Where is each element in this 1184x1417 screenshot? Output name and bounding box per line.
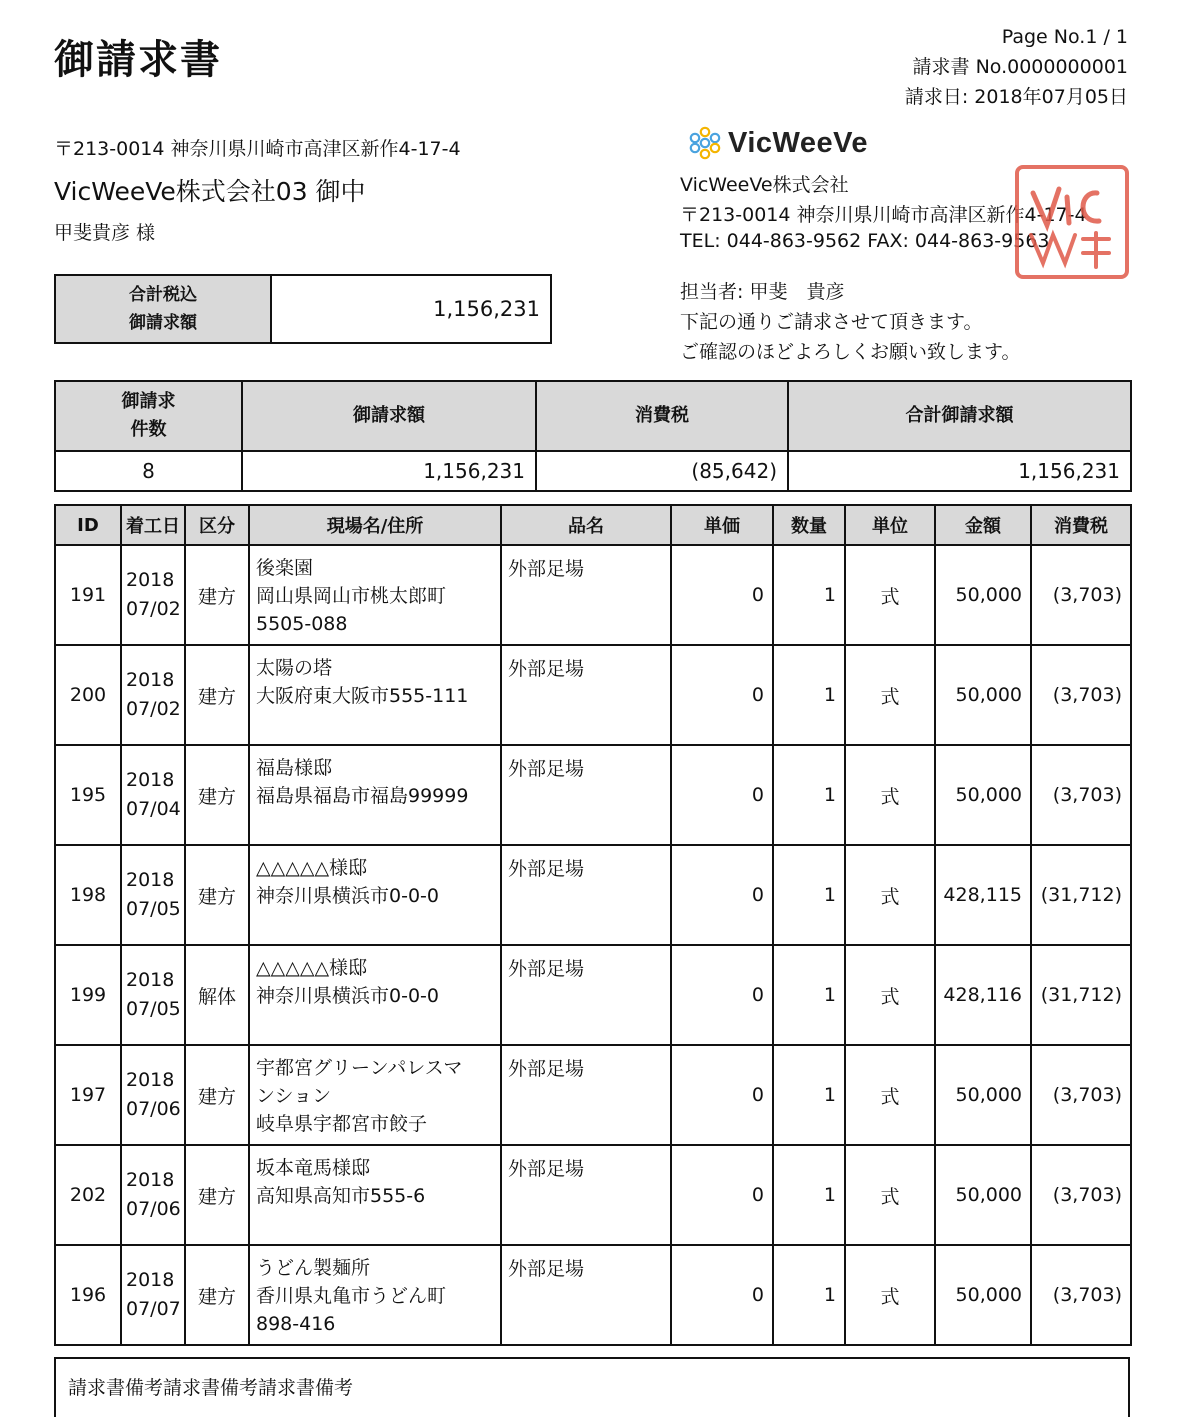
row-start-date [121,545,185,645]
sender-phone-fax: TEL: 044-863-9562 FAX: 044-863-9563 [680,230,1050,252]
row-date-year: 2018 [126,669,175,691]
detail-header-start-date: 着工日 [121,505,185,545]
row-category: 建方 [185,645,249,745]
row-category: 建方 [185,845,249,945]
row-site [249,845,501,945]
row-item: 外部足場 [501,1145,671,1245]
invoice-date: 請求日: 2018年07月05日 [904,86,1128,108]
detail-header-category: 区分 [185,505,249,545]
row-unit-price: 0 [671,845,773,945]
row-tax: (3,703) [1031,1145,1131,1245]
detail-header-amount: 金額 [935,505,1031,545]
detail-header-unit: 単位 [845,505,935,545]
row-start-date [121,1045,185,1145]
document-title: 御請求書 [54,37,222,83]
row-date-md: 07/05 [126,898,181,920]
row-site-line: 大阪府東大阪市555-111 [256,685,469,707]
detail-header-tax: 消費税 [1031,505,1131,545]
row-date-md: 07/02 [126,698,181,720]
row-amount: 428,115 [935,845,1031,945]
total-amount-box [54,274,552,344]
detail-header-site: 現場名/住所 [249,505,501,545]
row-quantity: 1 [773,1145,845,1245]
row-tax: (3,703) [1031,745,1131,845]
detail-header-quantity: 数量 [773,505,845,545]
summary-tax: (85,642) [536,451,788,491]
summary-header-count-line2: 件数 [130,419,167,440]
row-site-line: △△△△△様邸 [256,857,368,879]
row-unit: 式 [845,945,935,1045]
row-site [249,1045,501,1145]
row-item: 外部足場 [501,545,671,645]
row-site-line: 香川県丸亀市うどん町 [256,1285,447,1307]
row-unit-price: 0 [671,745,773,845]
row-unit-price: 0 [671,945,773,1045]
table-row [55,845,1131,945]
row-site-line: 岡山県岡山市桃太郎町 [256,585,447,607]
row-unit: 式 [845,845,935,945]
summary-header-amount: 御請求額 [242,381,536,451]
row-site-line: 高知県高知市555-6 [256,1185,426,1207]
row-unit-price: 0 [671,545,773,645]
row-quantity: 1 [773,945,845,1045]
row-start-date [121,1245,185,1345]
row-unit: 式 [845,1145,935,1245]
row-unit: 式 [845,1045,935,1145]
row-unit-price: 0 [671,645,773,745]
row-site [249,545,501,645]
detail-header-id: ID [55,505,121,545]
row-site [249,945,501,1045]
recipient-person: 甲斐貴彦 様 [54,222,156,244]
row-date-year: 2018 [126,569,175,591]
summary-amount: 1,156,231 [242,451,536,491]
row-tax: (3,703) [1031,1045,1131,1145]
page-number: Page No.1 / 1 [1001,26,1128,48]
total-label-line1: 合計税込 [129,285,197,305]
row-amount: 50,000 [935,545,1031,645]
row-unit-price: 0 [671,1245,773,1345]
row-site-line: 坂本竜馬様邸 [256,1157,371,1179]
row-start-date [121,945,185,1045]
summary-header-tax: 消費税 [536,381,788,451]
row-id: 202 [55,1145,121,1245]
row-site-line: △△△△△様邸 [256,957,368,979]
row-start-date [121,745,185,845]
table-row [55,1045,1131,1145]
row-id: 199 [55,945,121,1045]
row-tax: (3,703) [1031,645,1131,745]
total-amount-value: 1,156,231 [433,297,540,321]
row-id: 200 [55,645,121,745]
row-site-line: 神奈川県横浜市0-0-0 [256,885,439,907]
row-amount: 50,000 [935,745,1031,845]
row-item: 外部足場 [501,845,671,945]
sender-address: 〒213-0014 神奈川県川崎市高津区新作4-17-4 [680,204,1087,226]
row-site-line: 福島県福島市福島99999 [256,785,469,807]
row-date-year: 2018 [126,1169,175,1191]
row-tax: (31,712) [1031,945,1131,1045]
row-amount: 50,000 [935,1245,1031,1345]
logo-text: VicWeeVe [728,126,868,159]
summary-header-count [55,381,242,451]
row-item: 外部足場 [501,645,671,745]
row-unit: 式 [845,1245,935,1345]
row-amount: 50,000 [935,1145,1031,1245]
row-site-line: 福島様邸 [256,757,333,779]
row-id: 198 [55,845,121,945]
row-item: 外部足場 [501,745,671,845]
row-date-md: 07/04 [126,798,181,820]
summary-header-count-line1: 御請求 [121,391,176,412]
row-site-line: 898-416 [256,1313,336,1335]
total-amount-label [56,276,272,342]
row-unit: 式 [845,645,935,745]
table-row [55,945,1131,1045]
row-quantity: 1 [773,545,845,645]
company-seal-icon [1013,163,1131,281]
row-site [249,1245,501,1345]
row-site-line: 神奈川県横浜市0-0-0 [256,985,439,1007]
row-category: 建方 [185,1245,249,1345]
row-site [249,745,501,845]
row-site-line: うどん製麺所 [256,1257,371,1279]
detail-header-unit-price: 単価 [671,505,773,545]
row-start-date [121,845,185,945]
summary-total: 1,156,231 [788,451,1131,491]
recipient-address: 〒213-0014 神奈川県川崎市高津区新作4-17-4 [54,138,461,160]
summary-count: 8 [55,451,242,491]
row-unit: 式 [845,745,935,845]
recipient-company: VicWeeVe株式会社03 御中 [54,177,366,206]
summary-table [54,380,1132,492]
table-row [55,645,1131,745]
row-date-year: 2018 [126,1069,175,1091]
row-date-year: 2018 [126,969,175,991]
row-unit-price: 0 [671,1045,773,1145]
row-tax: (3,703) [1031,545,1131,645]
row-site-line: 後楽園 [256,557,314,579]
row-quantity: 1 [773,845,845,945]
row-site-line: 岐阜県宇都宮市餃子 [256,1113,428,1135]
sender-logo [688,126,868,160]
invoice-number: 請求書 No.0000000001 [912,56,1128,78]
detail-header-item: 品名 [501,505,671,545]
sender-contact: 担当者: 甲斐 貴彦 [680,281,845,303]
row-date-year: 2018 [126,1269,175,1291]
row-quantity: 1 [773,1245,845,1345]
row-category: 建方 [185,745,249,845]
row-site-line: ンション [256,1085,332,1107]
flower-logo-icon [688,126,722,160]
detail-table [54,504,1132,1346]
row-id: 191 [55,545,121,645]
row-date-md: 07/05 [126,998,181,1020]
sender-message-2: ご確認のほどよろしくお願い致します。 [680,341,1021,363]
table-row [55,545,1131,645]
row-site [249,645,501,745]
row-category: 建方 [185,1045,249,1145]
remarks: 請求書備考請求書備考請求書備考 [54,1357,1130,1417]
summary-header-total: 合計御請求額 [788,381,1131,451]
row-site-line: 5505-088 [256,613,348,635]
row-id: 195 [55,745,121,845]
row-unit-price: 0 [671,1145,773,1245]
row-item: 外部足場 [501,945,671,1045]
total-label-line2: 御請求額 [129,313,197,333]
row-tax: (31,712) [1031,845,1131,945]
row-amount: 50,000 [935,645,1031,745]
row-unit: 式 [845,545,935,645]
row-site [249,1145,501,1245]
row-site-line: 太陽の塔 [256,657,333,679]
table-row [55,745,1131,845]
table-row [55,1145,1131,1245]
sender-company: VicWeeVe株式会社 [680,174,849,196]
row-date-md: 07/02 [126,598,181,620]
row-amount: 428,116 [935,945,1031,1045]
row-date-year: 2018 [126,769,175,791]
row-quantity: 1 [773,1045,845,1145]
sender-message-1: 下記の通りご請求させて頂きます。 [680,311,983,333]
row-start-date [121,645,185,745]
row-site-line: 宇都宮グリーンパレスマ [256,1057,463,1079]
row-category: 解体 [185,945,249,1045]
row-quantity: 1 [773,645,845,745]
row-id: 197 [55,1045,121,1145]
row-tax: (3,703) [1031,1245,1131,1345]
row-item: 外部足場 [501,1245,671,1345]
row-date-md: 07/07 [126,1298,181,1320]
row-date-md: 07/06 [126,1198,181,1220]
row-start-date [121,1145,185,1245]
row-category: 建方 [185,545,249,645]
row-amount: 50,000 [935,1045,1031,1145]
row-category: 建方 [185,1145,249,1245]
table-row [55,1245,1131,1345]
row-item: 外部足場 [501,1045,671,1145]
row-id: 196 [55,1245,121,1345]
row-date-year: 2018 [126,869,175,891]
row-quantity: 1 [773,745,845,845]
row-date-md: 07/06 [126,1098,181,1120]
